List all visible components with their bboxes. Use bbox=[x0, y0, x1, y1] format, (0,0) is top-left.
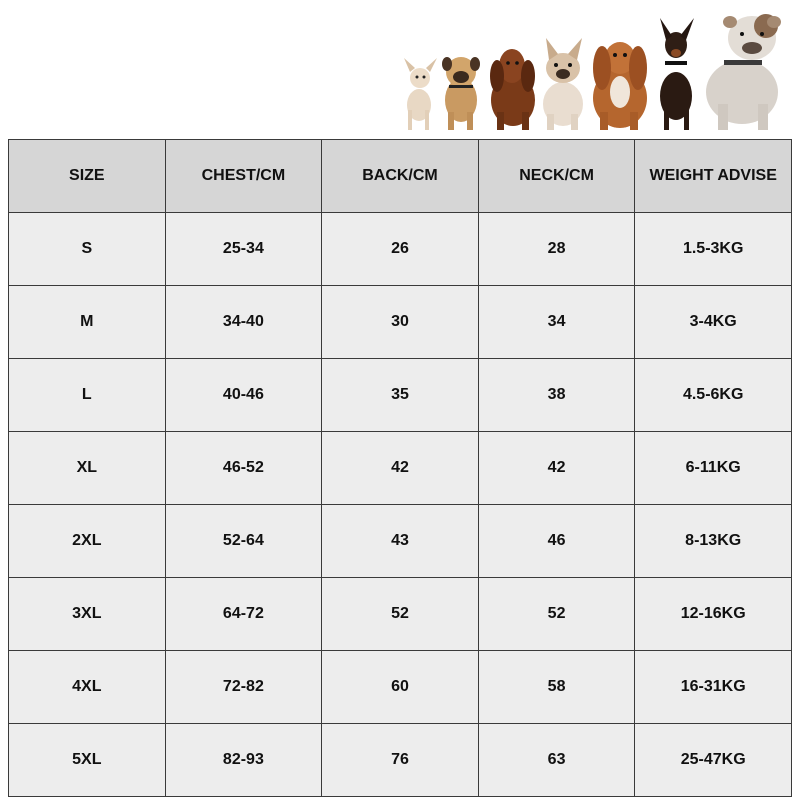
table-row bbox=[9, 359, 792, 432]
size-cell: 4XL bbox=[9, 651, 166, 724]
table-row bbox=[9, 578, 792, 651]
size-cell: 5XL bbox=[9, 724, 166, 797]
weight-cell: 6-11KG bbox=[635, 432, 792, 505]
back-cell: 52 bbox=[322, 578, 479, 651]
table-row bbox=[9, 432, 792, 505]
size-cell: S bbox=[9, 213, 166, 286]
chest-cell: 72-82 bbox=[165, 651, 322, 724]
chest-cell: 64-72 bbox=[165, 578, 322, 651]
french-bulldog-dog bbox=[543, 38, 583, 130]
dachshund-dog bbox=[490, 49, 535, 130]
dogs-illustration bbox=[0, 0, 800, 134]
miniature-pinscher-dog bbox=[660, 18, 694, 130]
neck-cell: 58 bbox=[478, 651, 635, 724]
neck-cell: 34 bbox=[478, 286, 635, 359]
back-cell: 42 bbox=[322, 432, 479, 505]
size-cell: M bbox=[9, 286, 166, 359]
dogs-banner bbox=[0, 0, 800, 134]
back-cell: 35 bbox=[322, 359, 479, 432]
size-cell: 2XL bbox=[9, 505, 166, 578]
chest-cell: 40-46 bbox=[165, 359, 322, 432]
weight-cell: 16-31KG bbox=[635, 651, 792, 724]
weight-cell: 25-47KG bbox=[635, 724, 792, 797]
chest-cell: 25-34 bbox=[165, 213, 322, 286]
column-header-back: BACK/CM bbox=[322, 140, 479, 213]
neck-cell: 52 bbox=[478, 578, 635, 651]
size-cell: 3XL bbox=[9, 578, 166, 651]
neck-cell: 42 bbox=[478, 432, 635, 505]
pug-dog bbox=[442, 57, 480, 130]
size-cell: XL bbox=[9, 432, 166, 505]
english-bulldog-dog bbox=[706, 14, 781, 130]
weight-cell: 1.5-3KG bbox=[635, 213, 792, 286]
chest-cell: 46-52 bbox=[165, 432, 322, 505]
table-header-row bbox=[9, 140, 792, 213]
weight-cell: 4.5-6KG bbox=[635, 359, 792, 432]
back-cell: 76 bbox=[322, 724, 479, 797]
weight-cell: 8-13KG bbox=[635, 505, 792, 578]
chest-cell: 34-40 bbox=[165, 286, 322, 359]
table-row bbox=[9, 286, 792, 359]
table-row bbox=[9, 505, 792, 578]
column-header-size: SIZE bbox=[9, 140, 166, 213]
cavalier-spaniel-dog bbox=[593, 42, 647, 130]
back-cell: 30 bbox=[322, 286, 479, 359]
neck-cell: 46 bbox=[478, 505, 635, 578]
chest-cell: 52-64 bbox=[165, 505, 322, 578]
back-cell: 43 bbox=[322, 505, 479, 578]
table-row bbox=[9, 651, 792, 724]
back-cell: 60 bbox=[322, 651, 479, 724]
size-cell: L bbox=[9, 359, 166, 432]
neck-cell: 28 bbox=[478, 213, 635, 286]
weight-cell: 12-16KG bbox=[635, 578, 792, 651]
back-cell: 26 bbox=[322, 213, 479, 286]
weight-cell: 3-4KG bbox=[635, 286, 792, 359]
neck-cell: 38 bbox=[478, 359, 635, 432]
size-chart-table bbox=[8, 139, 792, 797]
column-header-weight: WEIGHT ADVISE bbox=[635, 140, 792, 213]
column-header-neck: NECK/CM bbox=[478, 140, 635, 213]
column-header-chest: CHEST/CM bbox=[165, 140, 322, 213]
chihuahua-dog bbox=[404, 58, 437, 130]
neck-cell: 63 bbox=[478, 724, 635, 797]
table-row bbox=[9, 213, 792, 286]
chest-cell: 82-93 bbox=[165, 724, 322, 797]
table-row bbox=[9, 724, 792, 797]
